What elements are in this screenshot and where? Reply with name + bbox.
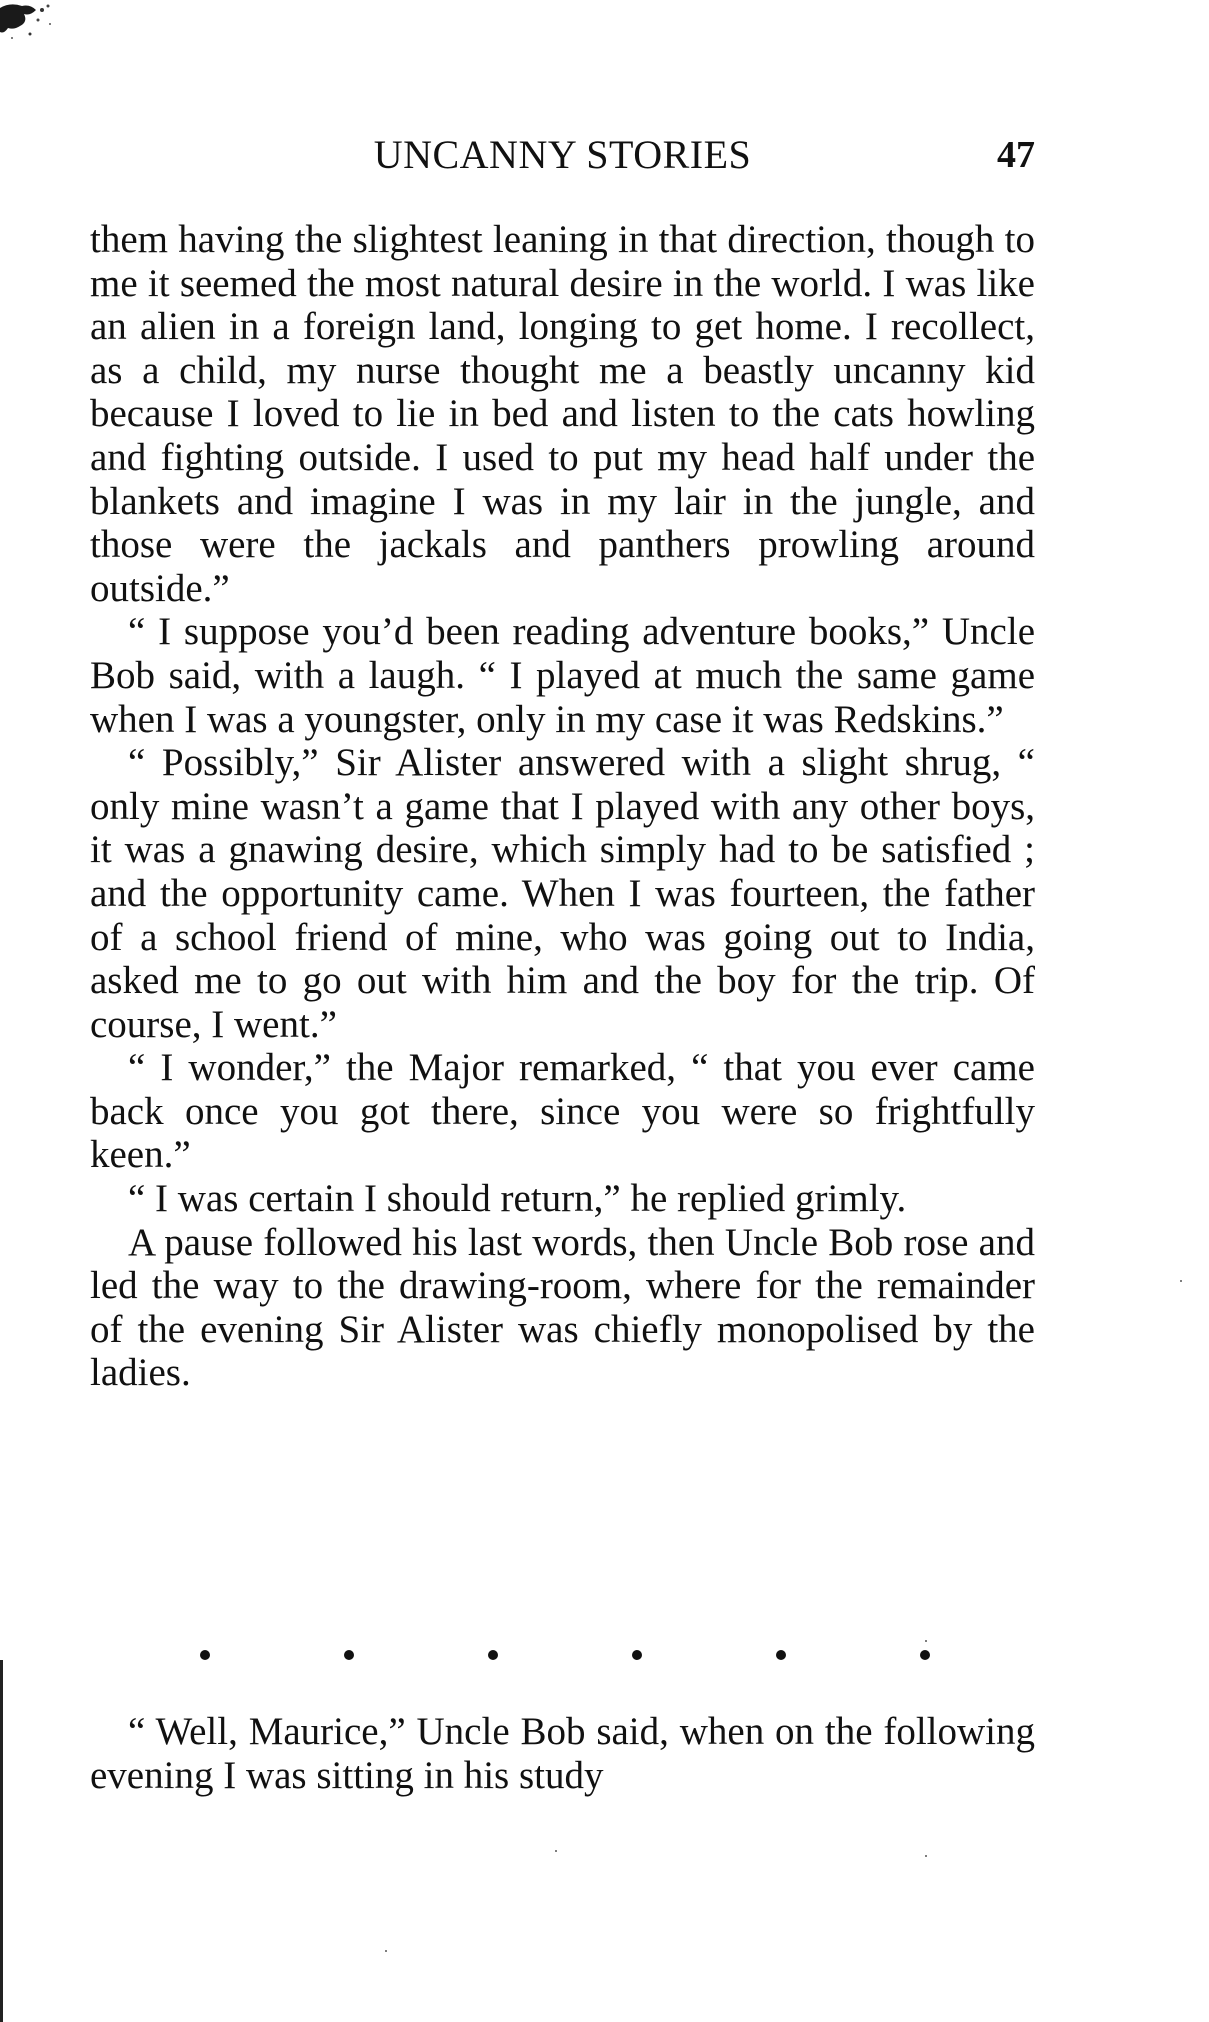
body-text-continued <box>90 1710 1035 1797</box>
break-dot <box>344 1650 354 1660</box>
paragraph: A pause followed his last words, then Uncle Bob rose and led the way to the drawing-room, where for the remainder of the evening Sir Alister was chiefly monopolised by the ladies. <box>90 1220 1035 1395</box>
section-break <box>200 1650 930 1660</box>
running-header <box>90 130 1035 180</box>
page-corner-blemish <box>0 0 70 50</box>
body-text <box>90 218 1035 1395</box>
paper-speck <box>1180 1280 1182 1282</box>
break-dot <box>920 1650 930 1660</box>
break-dot <box>488 1650 498 1660</box>
paragraph: “ Possibly,” Sir Alister answered with a slight shrug, “ only mine wasn’t a game that I played with any other boys, it was a gnawing desire, which simply had to be satisfied ; and the opportunity came. When I was fourteen, the father of a school friend of mine, who was going out to India, asked me to go out with him and the boy for the trip. Of course, I went.” <box>90 741 1035 1046</box>
paper-speck <box>925 1640 927 1642</box>
paragraph: “ I wonder,” the Major remarked, “ that you ever came back once you got there, since you were so frightfully keen.” <box>90 1046 1035 1177</box>
running-title: UNCANNY STORIES <box>373 132 752 177</box>
paragraph: “ I was certain I should return,” he replied grimly. <box>128 1177 907 1221</box>
paragraph: them having the slightest leaning in that direction, though to me it seemed the most natural desire in the world. I was like an alien in a foreign land, longing to get home. I recollect, as a child, my nurse thought me a beastly uncanny kid because I loved to lie in bed and listen to the cats howling and fighting outside. I used to put my head half under the blankets and imagine I was in my lair in the jungle, and those were the jackals and panthers prowling around outside.” <box>90 218 1035 610</box>
paragraph: “ I suppose you’d been reading adventure books,” Uncle Bob said, with a laugh. “ I played at much the same game when I was a youngster, only in my case it was Redskins.” <box>90 610 1035 741</box>
break-dot <box>200 1650 210 1660</box>
paragraph: “ Well, Maurice,” Uncle Bob said, when on the following evening I was sitting in his study <box>90 1710 1035 1797</box>
page-edge-line <box>0 1660 3 2022</box>
break-dot <box>776 1650 786 1660</box>
page-number: 47 <box>997 134 1035 176</box>
paper-speck <box>385 1950 387 1952</box>
paper-speck <box>925 1855 927 1857</box>
paper-speck <box>555 1850 557 1852</box>
break-dot <box>632 1650 642 1660</box>
